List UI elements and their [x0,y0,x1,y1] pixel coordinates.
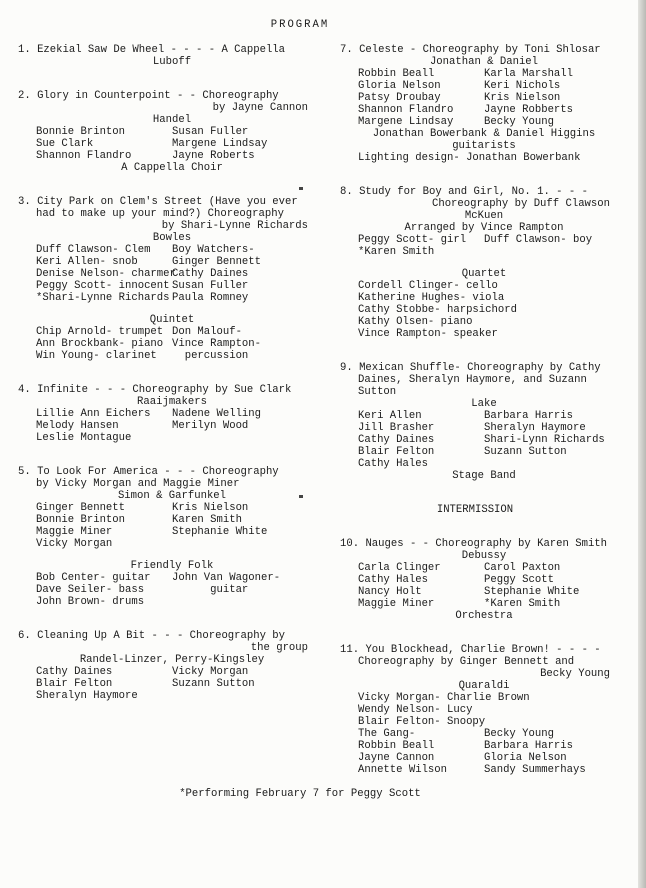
program-item [18,630,308,702]
cast-name: Stephanie White [172,526,268,538]
cast-name: Peggy Scott- girl [358,234,467,246]
item-number: 5. [18,466,38,478]
cast-name: Suzann Sutton [484,446,567,458]
cast-solo: Katherine Hughes- viola [358,292,505,304]
group-label: Friendly Folk [130,560,214,572]
item-number: 1. [18,44,38,56]
item-title: You Blockhead, Charlie Brown! - - - - [365,644,601,656]
cast-row [358,752,610,764]
program-item [340,538,610,622]
item-body [18,102,308,174]
cast-row [358,80,610,92]
program-item [340,44,610,164]
cast-row [358,562,610,574]
cast-name: Nadene Welling [172,408,262,420]
program-item [18,90,308,174]
program-item [18,384,308,444]
cast-row [36,350,308,362]
cast-name: Boy Watchers- [172,244,255,256]
cast-solo: Cathy Stobbe- harpsichord [358,304,517,316]
cast-name: Keri Nichols [484,80,561,92]
cast-name: Ann Brockbank- piano [36,338,164,350]
cast-row [358,434,610,446]
page-title: PROGRAM [270,19,330,31]
composer: Quaraldi [458,680,510,692]
cast-row [358,598,610,610]
item-body [340,56,610,164]
cast-row [36,280,308,292]
composer: Luboff [152,56,192,68]
cast-name: Melody Hansen [36,420,119,432]
item-title-row [340,362,610,374]
item-body [340,198,610,340]
cast-row [36,432,308,444]
cast-name: John Van Wagoner- [172,572,281,584]
item-title-row [18,384,308,396]
footer-note: *Performing February 7 for Peggy Scott [179,788,421,800]
item-title-cont: by Vicky Morgan and Maggie Miner [36,478,240,490]
cast-name: Kris Nielson [484,92,561,104]
cast-name: Blair Felton [36,678,113,690]
cast-row [358,104,610,116]
item-title-row [340,44,610,56]
cast-name: Dave Seiler- bass [36,584,145,596]
cast-name: Patsy Droubay [358,92,441,104]
cast-row [36,502,308,514]
cast-name: *Shari-Lynne Richards [36,292,170,304]
item-body [340,550,610,622]
choreographer: the group [250,642,308,654]
cast-name: Bob Center- guitar [36,572,151,584]
cast-solo: Cordell Clinger- cello [358,280,498,292]
cast-solo: Wendy Nelson- Lucy [358,704,473,716]
item-title-row [340,644,610,656]
cast-solo: Blair Felton- Snoopy [358,716,486,728]
cast-row [36,572,308,584]
cast-row [36,678,308,690]
choreographer: by Shari-Lynne Richards [161,220,308,232]
item-number: 9. [340,362,360,374]
item-number: 2. [18,90,38,102]
cast-row [36,244,308,256]
punch-mark [299,495,303,498]
cast-name: Shannon Flandro [36,150,132,162]
cast-row [36,584,308,596]
cast-name: Merilyn Wood [172,420,249,432]
cast-row [36,420,308,432]
cast-name: Jayne Roberts [172,150,255,162]
cast-row [358,458,610,470]
cast-name [484,458,610,470]
paper-edge [638,0,646,888]
cast-row [358,68,610,80]
cast-name: Sheralyn Haymore [484,422,586,434]
item-number: 6. [18,630,38,642]
cast-name: Keri Allen- snob [36,256,138,268]
cast-name: Carla Clinger [358,562,441,574]
item-body [18,56,308,68]
cast-name: Duff Clawson- Clem [36,244,151,256]
cast-name: Ginger Bennett [36,502,126,514]
cast-name: Maggie Miner [36,526,113,538]
cast-name [172,690,308,702]
cast-name: Win Young- clarinet [36,350,157,362]
cast-solo: Vince Rampton- speaker [358,328,498,340]
item-body [340,374,610,482]
item-title: Study for Boy and Girl, No. 1. - - - [359,186,588,198]
cast-row [358,728,610,740]
cast-name: Stephanie White [484,586,580,598]
item-title: To Look For America - - - Choreography [37,466,279,478]
item-number: 4. [18,384,38,396]
cast-row [36,596,308,608]
ensemble-note: A Cappella Choir [121,162,223,174]
cast-solo: Vicky Morgan- Charlie Brown [358,692,530,704]
item-title-cont: had to make up your mind?) Choreography [36,208,284,220]
program-item [340,362,610,482]
cast-row [358,574,610,586]
cast-name: Blair Felton [358,446,435,458]
program-item [18,44,308,68]
item-title: Cleaning Up A Bit - - - Choreography by [37,630,286,642]
composer: Raaijmakers [137,396,207,408]
cast-row [36,138,308,150]
cast-name: Vince Rampton- [172,338,262,350]
cast-row [358,410,610,422]
item-title: Celeste - Choreography by Toni Shlosar [359,44,601,56]
cast-row [36,538,308,550]
item-number: 3. [18,196,38,208]
cast-name: Cathy Hales [358,574,428,586]
cast-name: Suzann Sutton [172,678,255,690]
cast-name: Jayne Cannon [358,752,435,764]
cast-name: Gloria Nelson [358,80,441,92]
cast-name: Kris Nielson [172,502,249,514]
item-title-row [18,196,308,208]
cast-row [36,292,308,304]
item-body [18,208,308,362]
cast-name: Chip Arnold- trumpet [36,326,164,338]
ensemble-note: Orchestra [455,610,513,622]
item-title-cont: Daines, Sheralyn Haymore, and Suzann [358,374,587,386]
item-title: City Park on Clem's Street (Have you ever [37,196,298,208]
cast-name: Peggy Scott- innocent [36,280,170,292]
cast-row [36,666,308,678]
cast-name: Paula Romney [172,292,249,304]
cast-row [36,126,308,138]
cast-row [36,514,308,526]
cast-name: Margene Lindsay [172,138,268,150]
cast-name: Sue Clark [36,138,94,150]
cast-name: Susan Fuller [172,126,249,138]
item-title-row [340,186,610,198]
group-label: Quintet [149,314,195,326]
cast-row [36,150,308,162]
cast-name [484,246,610,258]
cast-row [36,408,308,420]
cast-row [36,526,308,538]
credit-line: Jonathan Bowerbank & Daniel Higgins [372,128,596,140]
cast-name: Duff Clawson- boy [484,234,593,246]
cast-row [358,740,610,752]
cast-name: Jayne Robberts [484,104,574,116]
cast-name: Margene Lindsay [358,116,454,128]
left-column [18,44,308,724]
cast-name: Shannon Flandro [358,104,454,116]
cast-name: Becky Young [484,728,554,740]
punch-mark [299,187,303,190]
item-title: Ezekial Saw De Wheel - - - - A Cappella [37,44,286,56]
cast-row [358,234,610,246]
item-number: 11. [340,644,366,656]
cast-name: *Karen Smith [358,246,435,258]
cast-name: Vicky Morgan [172,666,249,678]
cast-name [172,596,308,608]
cast-name: Karla Marshall [484,68,574,80]
cast-name: The Gang- [358,728,416,740]
cast-name: Bonnie Brinton [36,514,126,526]
cast-name: Robbin Beall [358,740,435,752]
item-title-row [18,44,308,56]
item-title-row [18,90,308,102]
cast-name: Don Malouf- [172,326,242,338]
composer: McKuen [464,210,504,222]
cast-name: percussion [172,350,249,362]
item-title-row [18,630,308,642]
composer: Simon & Garfunkel [117,490,227,502]
cast-row [358,116,610,128]
cast-name: Vicky Morgan [36,538,113,550]
credit-line: Lighting design- Jonathan Bowerbank [358,152,581,164]
cast-row [36,338,308,350]
item-title-row [18,466,308,478]
cast-name: Cathy Hales [358,458,428,470]
cast-name: guitar [172,584,249,596]
cast-name [172,538,308,550]
cast-row [358,92,610,104]
cast-name: *Karen Smith [484,598,561,610]
cast-solo: Kathy Olsen- piano [358,316,473,328]
cast-name: Carol Paxton [484,562,561,574]
item-number: 8. [340,186,360,198]
composer: Randel-Linzer, Perry-Kingsley [79,654,265,666]
cast-row [36,690,308,702]
cast-name: Barbara Harris [484,410,574,422]
item-number: 7. [340,44,360,56]
item-title-cont: Sutton [358,386,397,398]
cast-name: Robbin Beall [358,68,435,80]
composer: Handel [152,114,192,126]
cast-name: Cathy Daines [358,434,435,446]
composer: Debussy [461,550,507,562]
cast-name: Leslie Montague [36,432,132,444]
cast-name: Becky Young [484,116,554,128]
cast-name: Karen Smith [172,514,242,526]
program-item [340,186,610,340]
choreographer: Choreography by Duff Clawson [431,198,610,210]
composer: Bowles [152,232,192,244]
cast-row [358,446,610,458]
credit-line: guitarists [452,140,516,152]
cast-name: Sheralyn Haymore [36,690,138,702]
composer: Jonathan & Daniel [429,56,539,68]
cast-name: Ginger Bennett [172,256,262,268]
cast-row [358,246,610,258]
program-item [18,196,308,362]
cast-row [358,422,610,434]
cast-name: Lillie Ann Eichers [36,408,151,420]
cast-name: Peggy Scott [484,574,554,586]
item-number: 10. [340,538,366,550]
cast-name: Denise Nelson- charmer [36,268,176,280]
program-item [340,504,610,516]
program-item [340,644,610,776]
cast-row [36,256,308,268]
item-body [18,642,308,702]
item-body [18,396,308,444]
arranger: Arranged by Vince Rampton [404,222,564,234]
ensemble-note: Stage Band [452,470,516,482]
choreographer: Becky Young [540,668,610,680]
item-title-cont: Choreography by Ginger Bennett and [358,656,575,668]
cast-name: Annette Wilson [358,764,448,776]
item-title: Glory in Counterpoint - - Choreography [37,90,279,102]
right-column [340,44,610,798]
item-body [340,656,610,776]
intermission-label: INTERMISSION [436,504,514,516]
cast-name: Bonnie Brinton [36,126,126,138]
cast-row [358,764,610,776]
cast-name: Shari-Lynn Richards [484,434,605,446]
program-item [18,466,308,608]
item-title: Nauges - - Choreography by Karen Smith [365,538,608,550]
cast-name: Gloria Nelson [484,752,567,764]
composer: Lake [471,398,497,410]
cast-name: Nancy Holt [358,586,422,598]
item-title: Infinite - - - Choreography by Sue Clark [37,384,292,396]
cast-row [36,326,308,338]
cast-name: Keri Allen [358,410,422,422]
item-body [18,478,308,608]
cast-name: Sandy Summerhays [484,764,586,776]
cast-name: Cathy Daines [36,666,113,678]
cast-name: Maggie Miner [358,598,435,610]
cast-name: Susan Fuller [172,280,249,292]
cast-name: Cathy Daines [172,268,249,280]
group-label: Quartet [461,268,507,280]
cast-name: John Brown- drums [36,596,145,608]
cast-name [172,432,308,444]
cast-name: Jill Brasher [358,422,435,434]
item-title: Mexican Shuffle- Choreography by Cathy [359,362,601,374]
item-title-row [340,538,610,550]
cast-name: Barbara Harris [484,740,574,752]
cast-row [36,268,308,280]
cast-row [358,586,610,598]
choreographer: by Jayne Cannon [212,102,308,114]
